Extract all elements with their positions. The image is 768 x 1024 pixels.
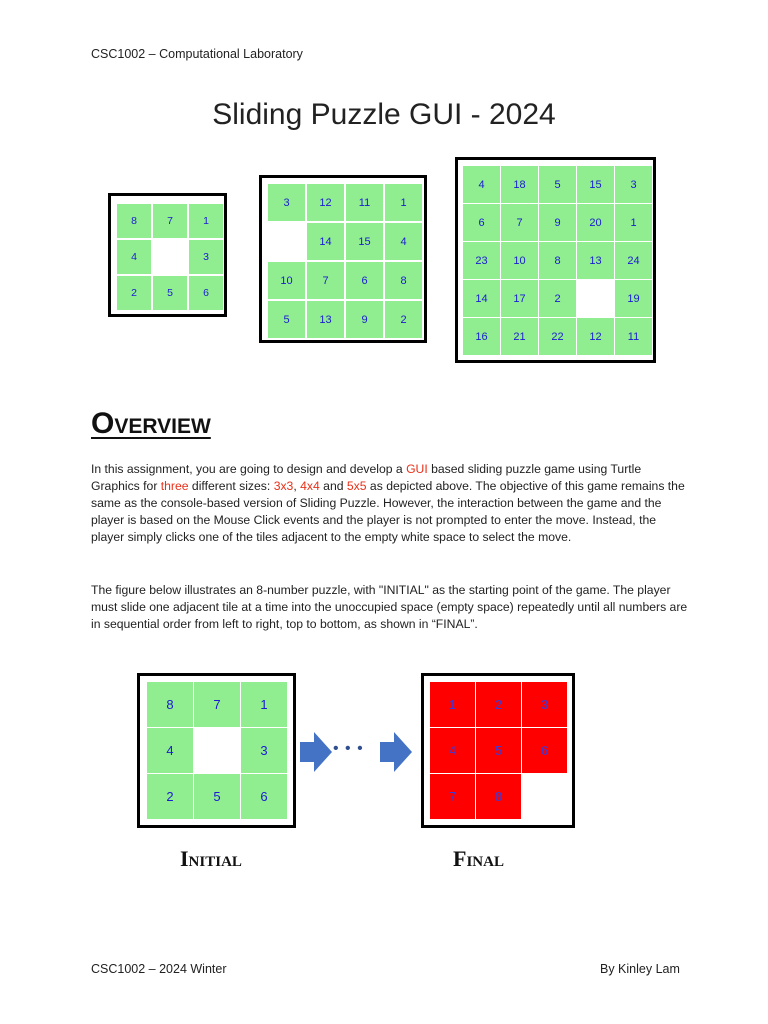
- puzzle-tile: 2: [147, 774, 193, 819]
- puzzle-tile: 13: [577, 242, 614, 279]
- puzzle-tile: 10: [501, 242, 538, 279]
- puzzle-tile: 7: [153, 204, 187, 238]
- puzzle-tile: 9: [346, 301, 383, 338]
- puzzle-tile: 6: [241, 774, 287, 819]
- puzzle-tile: 4: [463, 166, 500, 203]
- puzzle-tile: 19: [615, 280, 652, 317]
- puzzle-tile: 1: [430, 682, 475, 727]
- text-run: ,: [293, 479, 301, 493]
- puzzle-empty-space: [577, 280, 614, 317]
- puzzle-empty-space: [153, 240, 187, 274]
- puzzle-tile: 16: [463, 318, 500, 355]
- puzzle-tile: 4: [117, 240, 151, 274]
- right-arrow-icon: [300, 732, 332, 772]
- puzzle-tile: 8: [385, 262, 422, 299]
- highlight-three: three: [160, 479, 189, 493]
- puzzle-tile: 7: [194, 682, 240, 727]
- puzzle-empty-space: [522, 774, 567, 819]
- puzzle-tile: 5: [153, 276, 187, 310]
- puzzle-tile: 5: [476, 728, 521, 773]
- final-caption: Final: [453, 846, 504, 871]
- puzzle-tile: 4: [385, 223, 422, 260]
- puzzle-tile: 3: [522, 682, 567, 727]
- highlight-gui: GUI: [406, 462, 428, 476]
- initial-board: [137, 673, 296, 828]
- overview-paragraph-2: The figure below illustrates an 8-number puzzle, with "INITIAL" as the starting point of the game. The player must slide one adjacent tile at a time into the unoccupied space (empty space) repeatedly until all numbers are in sequential order from left to right, top to bottom, as shown in “FINAL”.: [91, 583, 688, 631]
- puzzle-tile: 7: [307, 262, 344, 299]
- puzzle-5x5-board: [455, 157, 656, 363]
- puzzle-tile: 5: [268, 301, 305, 338]
- text-run: as depicted above. The objective of this game remains the same as the console-based version of Sliding Puzzle. However, the interaction between the game and the player is based on the Mouse Click events and the player is not prompted to enter the move. Instead, the player simply clicks one of the tiles adjacent to the empty white space to select the move.: [91, 479, 685, 544]
- puzzle-tile: 6: [522, 728, 567, 773]
- puzzle-tile: 7: [430, 774, 475, 819]
- puzzle-tile: 8: [117, 204, 151, 238]
- puzzle-tile: 12: [577, 318, 614, 355]
- puzzle-tile: 1: [385, 184, 422, 221]
- puzzle-empty-space: [268, 223, 305, 260]
- puzzle-tile: 1: [241, 682, 287, 727]
- puzzle-3x3-board: [108, 193, 227, 317]
- puzzle-tile: 3: [189, 240, 223, 274]
- puzzle-tile: 14: [463, 280, 500, 317]
- puzzle-5x5-grid: [463, 166, 652, 355]
- puzzle-tile: 6: [189, 276, 223, 310]
- puzzle-tile: 18: [501, 166, 538, 203]
- puzzle-tile: 8: [147, 682, 193, 727]
- initial-caption: Initial: [180, 846, 242, 871]
- puzzle-tile: 22: [539, 318, 576, 355]
- overview-paragraph-1: [91, 461, 691, 546]
- puzzle-tile: 23: [463, 242, 500, 279]
- footer-left: CSC1002 – 2024 Winter: [91, 962, 227, 976]
- puzzle-tile: 10: [268, 262, 305, 299]
- puzzle-tile: 12: [307, 184, 344, 221]
- final-board: [421, 673, 575, 828]
- puzzle-tile: 6: [346, 262, 383, 299]
- puzzle-tile: 20: [577, 204, 614, 241]
- header-course: CSC1002 – Computational Laboratory: [91, 47, 303, 61]
- initial-grid: [147, 682, 287, 819]
- footer-right: By Kinley Lam: [600, 962, 680, 976]
- right-arrow-icon: [380, 732, 412, 772]
- puzzle-tile: 8: [539, 242, 576, 279]
- puzzle-empty-space: [194, 728, 240, 773]
- puzzle-tile: 8: [476, 774, 521, 819]
- puzzle-tile: 13: [307, 301, 344, 338]
- text-run: based sliding puzzle game using Turtle Graphics for: [91, 462, 642, 493]
- puzzle-tile: 5: [539, 166, 576, 203]
- puzzle-tile: 15: [577, 166, 614, 203]
- puzzle-tile: 3: [241, 728, 287, 773]
- puzzle-tile: 6: [463, 204, 500, 241]
- puzzle-tile: 4: [430, 728, 475, 773]
- final-grid: [430, 682, 567, 819]
- puzzle-4x4-board: [259, 175, 427, 343]
- text-run: In this assignment, you are going to design and develop a: [91, 462, 407, 476]
- puzzle-tile: 4: [147, 728, 193, 773]
- puzzle-tile: 11: [615, 318, 652, 355]
- puzzle-tile: 14: [307, 223, 344, 260]
- puzzle-tile: 3: [268, 184, 305, 221]
- puzzle-tile: 11: [346, 184, 383, 221]
- highlight-5x5: 5x5: [346, 479, 367, 493]
- puzzle-tile: 2: [117, 276, 151, 310]
- highlight-4x4: 4x4: [300, 479, 320, 493]
- puzzle-tile: 1: [189, 204, 223, 238]
- page-title: Sliding Puzzle GUI - 2024: [212, 98, 556, 131]
- puzzle-tile: 2: [539, 280, 576, 317]
- ellipsis-dots: • • •: [333, 740, 364, 757]
- text-run: different sizes:: [188, 479, 274, 493]
- puzzle-tile: 9: [539, 204, 576, 241]
- puzzle-tile: 3: [615, 166, 652, 203]
- puzzle-tile: 24: [615, 242, 652, 279]
- puzzle-tile: 5: [194, 774, 240, 819]
- puzzle-tile: 15: [346, 223, 383, 260]
- puzzle-tile: 21: [501, 318, 538, 355]
- highlight-3x3: 3x3: [273, 479, 294, 493]
- puzzle-tile: 7: [501, 204, 538, 241]
- overview-heading: Overview: [91, 407, 211, 440]
- puzzle-3x3-grid: [117, 204, 223, 310]
- puzzle-tile: 2: [476, 682, 521, 727]
- puzzle-tile: 2: [385, 301, 422, 338]
- puzzle-tile: 1: [615, 204, 652, 241]
- text-run: and: [319, 479, 347, 493]
- puzzle-4x4-grid: [268, 184, 422, 338]
- puzzle-tile: 17: [501, 280, 538, 317]
